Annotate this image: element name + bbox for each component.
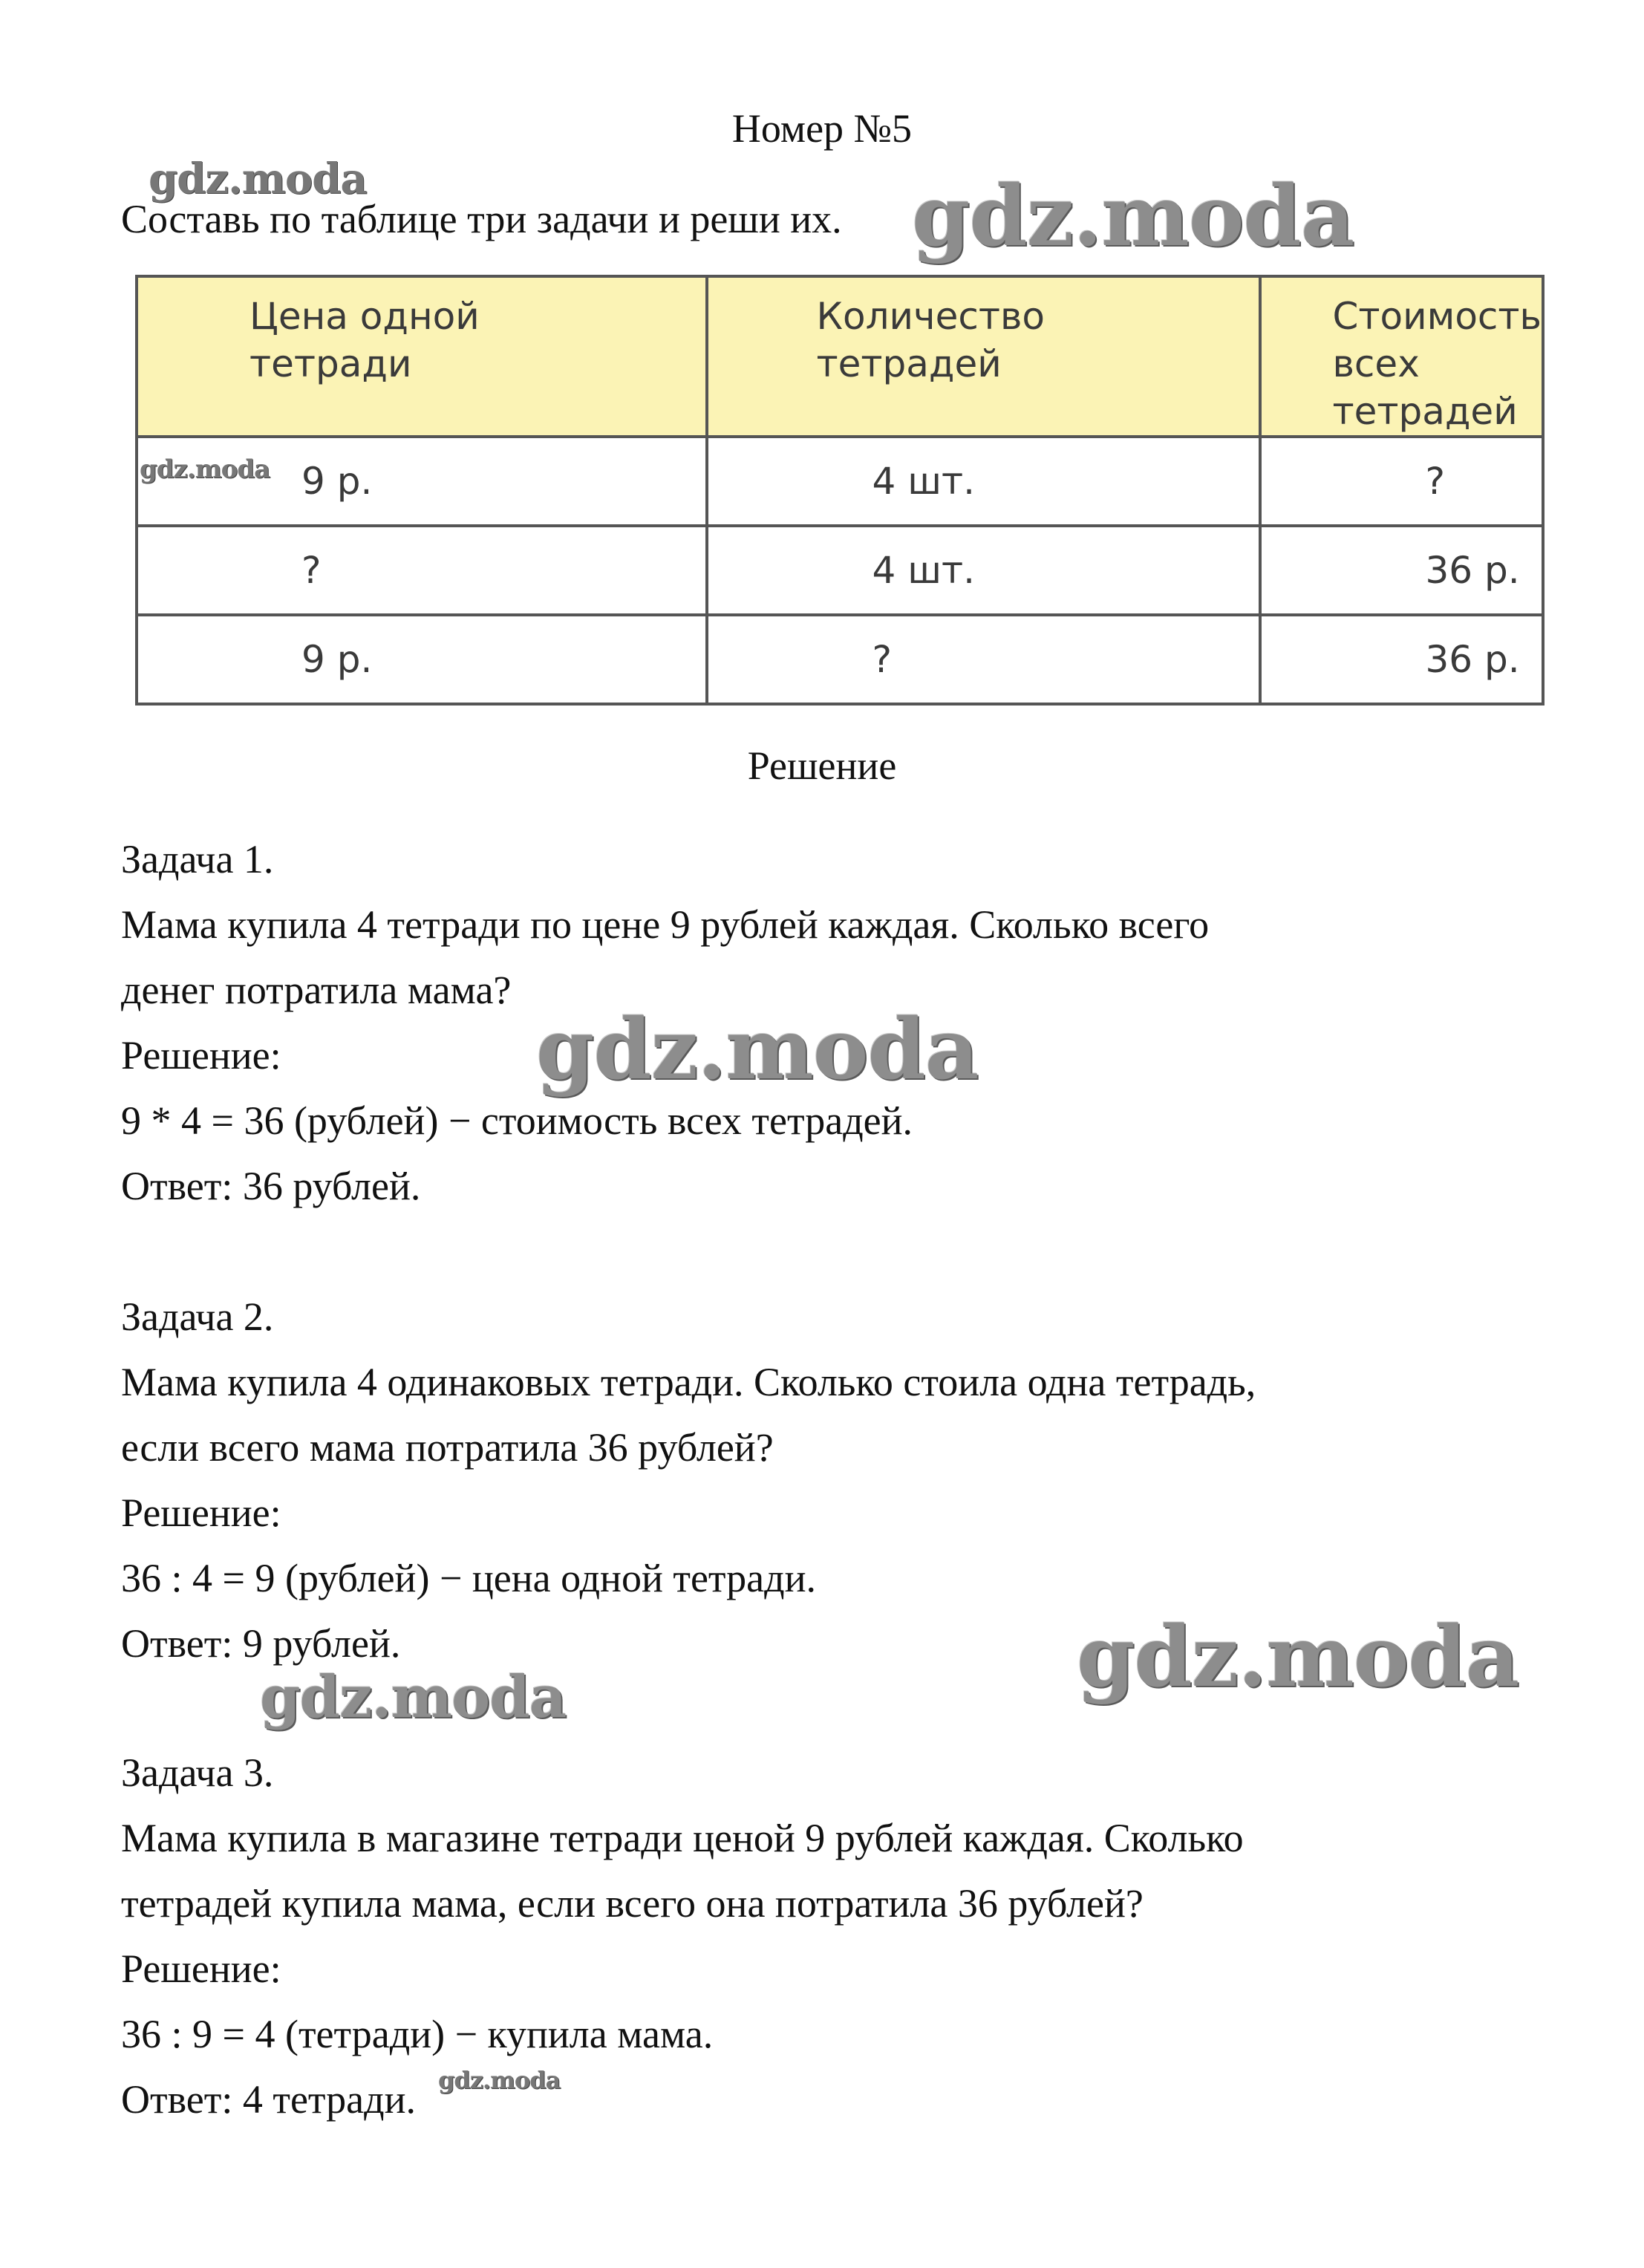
- task-2-title: Задача 2.: [121, 1294, 274, 1339]
- task-1-answer: Ответ: 36 рублей.: [121, 1164, 421, 1208]
- task-3-text-cont: тетрадей купила мама, если всего она потратила 36 рублей?: [121, 1881, 1144, 1926]
- table-cell: ?: [1260, 437, 1543, 526]
- task-3-answer: Ответ: 4 тетради.: [121, 2077, 417, 2122]
- task-1-title: Задача 1.: [121, 837, 274, 882]
- watermark-logo: gdz.moda: [438, 2066, 561, 2094]
- task-2-text: Мама купила 4 одинаковых тетради. Сколько стоила одна тетрадь,: [121, 1360, 1256, 1404]
- table-cell: ?: [707, 615, 1260, 704]
- task-2-solution-label: Решение:: [121, 1490, 281, 1535]
- task-2-text-cont: если всего мама потратила 36 рублей?: [121, 1425, 774, 1470]
- table-header-total: Стоимость всех тетрадей: [1260, 276, 1543, 437]
- table-cell: 4 шт.: [707, 526, 1260, 615]
- instruction-text: Составь по таблице три задачи и реши их.: [121, 197, 842, 241]
- task-1-calc: 9 * 4 = 36 (рублей) − стоимость всех тетрадей.: [121, 1098, 913, 1143]
- task-1-solution-label: Решение:: [121, 1033, 281, 1078]
- watermark-logo: gdz.moda: [260, 1663, 567, 1731]
- watermark-logo: gdz.moda: [912, 168, 1354, 265]
- page-title: Номер №5: [731, 106, 913, 151]
- task-3-title: Задача 3.: [121, 1750, 274, 1795]
- table-cell: 4 шт.: [707, 437, 1260, 526]
- table-row: [137, 526, 1543, 615]
- table-row: [137, 615, 1543, 704]
- task-3-text: Мама купила в магазине тетради ценой 9 рублей каждая. Сколько: [121, 1816, 1244, 1860]
- table-header-quantity: Количество тетрадей: [707, 276, 1260, 437]
- table-cell: 36 р.: [1260, 526, 1543, 615]
- task-2-answer: Ответ: 9 рублей.: [121, 1621, 401, 1666]
- notebook-table: [135, 275, 1544, 706]
- task-1-text: Мама купила 4 тетради по цене 9 рублей каждая. Сколько всего: [121, 902, 1210, 947]
- watermark-logo: gdz.moda: [1077, 1609, 1519, 1706]
- table-header-row: [137, 276, 1543, 437]
- table-header-price: Цена одной тетради: [137, 276, 707, 437]
- task-3-solution-label: Решение:: [121, 1946, 281, 1991]
- solution-heading: Решение: [747, 743, 897, 788]
- table-cell: 36 р.: [1260, 615, 1543, 704]
- watermark-logo: gdz.moda: [149, 154, 367, 203]
- table-cell: ?: [137, 526, 707, 615]
- table-cell: 9 р.: [137, 615, 707, 704]
- watermark-logo: gdz.moda: [536, 1001, 979, 1098]
- table-row: [137, 437, 1543, 526]
- watermark-logo: gdz.moda: [140, 454, 270, 484]
- table-cell: 9 р.: [137, 437, 707, 526]
- task-2-calc: 36 : 4 = 9 (рублей) − цена одной тетради.: [121, 1556, 817, 1600]
- task-1-text-cont: денег потратила мама?: [121, 968, 512, 1012]
- task-3-calc: 36 : 9 = 4 (тетради) − купила мама.: [121, 2012, 714, 2056]
